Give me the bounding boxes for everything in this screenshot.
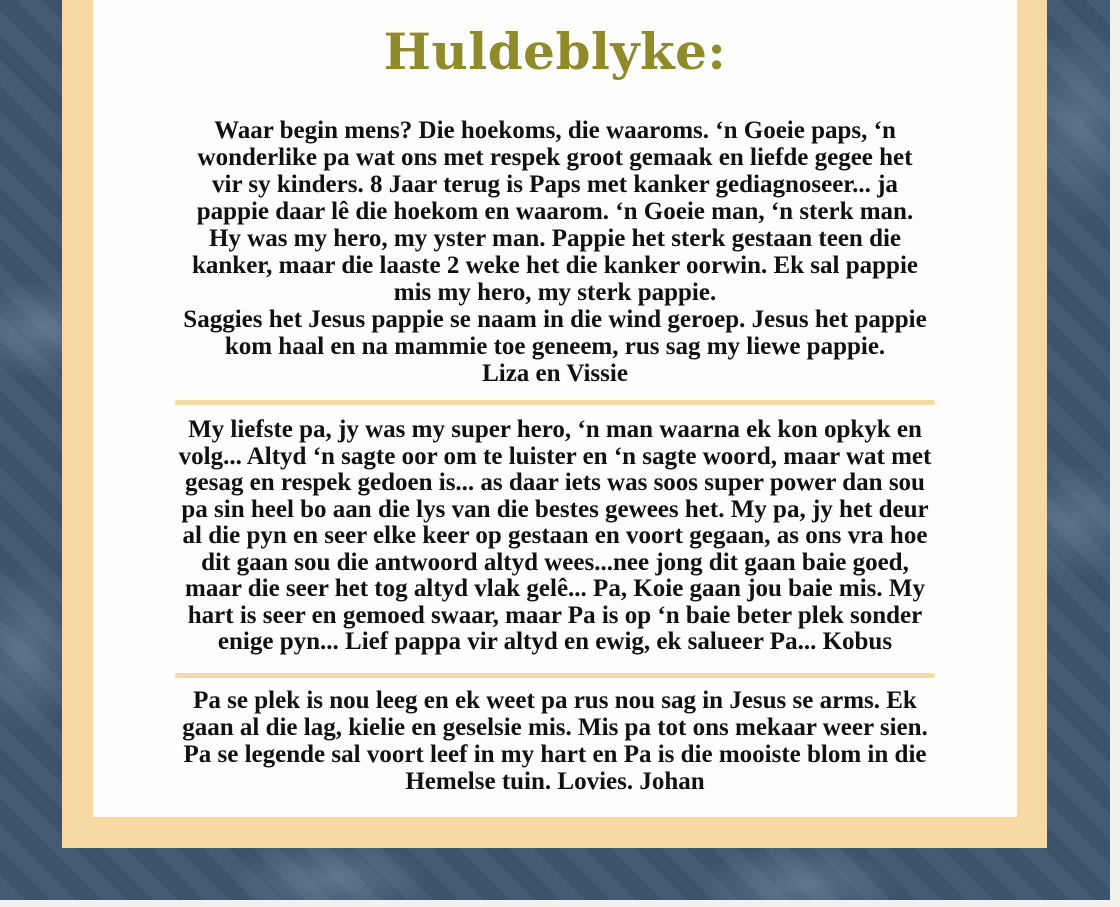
tribute-line: enige pyn... Lief pappa vir altyd en ewig, ek salueer Pa... Kobus	[217, 628, 893, 655]
tribute-line: Saggies het Jesus pappie se naam in die wind geroep. Jesus het pappie	[183, 306, 927, 333]
tribute-line: Pa se plek is nou leeg en ek weet pa rus nou sag in Jesus se arms. Ek	[193, 687, 917, 714]
tribute-liza-en-vissie	[93, 117, 1017, 387]
tribute-line: My liefste pa, jy was my super hero, ‘n man waarna ek kon opkyk en	[188, 416, 922, 443]
tribute-line: pa sin heel bo aan die lys van die bestes gewees het. My pa, jy het deur	[181, 495, 929, 523]
tribute-line: Hy was my hero, my yster man. Pappie het sterk gestaan teen die	[208, 225, 902, 252]
tribute-line: pappie daar lê die hoekom en waarom. ‘n Goeie man, ‘n sterk man.	[196, 198, 914, 225]
section-divider	[175, 673, 935, 678]
tribute-line: al die pyn en seer elke keer op gestaan en voort gegaan, as ons vra hoe	[182, 522, 928, 549]
page-title: Huldeblyke:	[383, 22, 727, 81]
tribute-signature: Liza en Vissie	[482, 360, 628, 387]
tribute-line: maar die seer het tog altyd vlak gelê... Pa, Koie gaan jou baie mis. My	[185, 575, 925, 602]
tribute-line: gaan al die lag, kielie en geselsie mis. Mis pa tot ons mekaar weer sien.	[182, 714, 928, 741]
tribute-johan	[93, 687, 1017, 795]
tribute-line: wonderlike pa wat ons met respek groot gemaak en liefde gegee het	[197, 144, 913, 171]
tribute-line: Waar begin mens? Die hoekoms, die waaroms. ‘n Goeie paps, ‘n	[214, 117, 896, 144]
tribute-line: dit gaan sou die antwoord altyd wees...nee jong dit gaan baie goed,	[201, 548, 909, 576]
tribute-line: kom haal en na mammie toe geneem, rus sag my liewe pappie.	[224, 333, 886, 360]
tribute-line: volg... Altyd ‘n sagte oor om te luister en ‘n sagte woord, maar wat met	[178, 442, 932, 470]
tribute-line: Hemelse tuin. Lovies. Johan	[405, 768, 705, 795]
tribute-line: gesag en respek gedoen is... as daar iets was soos super power dan sou	[185, 469, 925, 496]
tribute-line: hart is seer en gemoed swaar, maar Pa is op ‘n baie beter plek sonder	[187, 601, 923, 629]
tribute-line: kanker, maar die laaste 2 weke het die kanker oorwin. Ek sal pappie	[191, 252, 918, 279]
tribute-line: vir sy kinders. 8 Jaar terug is Paps met kanker gediagnoseer... ja	[212, 171, 898, 198]
tribute-card	[93, 0, 1017, 817]
tribute-kobus	[93, 417, 1017, 656]
section-divider	[175, 400, 935, 405]
tribute-line: Pa se legende sal voort leef in my hart en Pa is die mooiste blom in die	[183, 741, 927, 768]
tribute-line: mis my hero, my sterk pappie.	[393, 279, 717, 306]
